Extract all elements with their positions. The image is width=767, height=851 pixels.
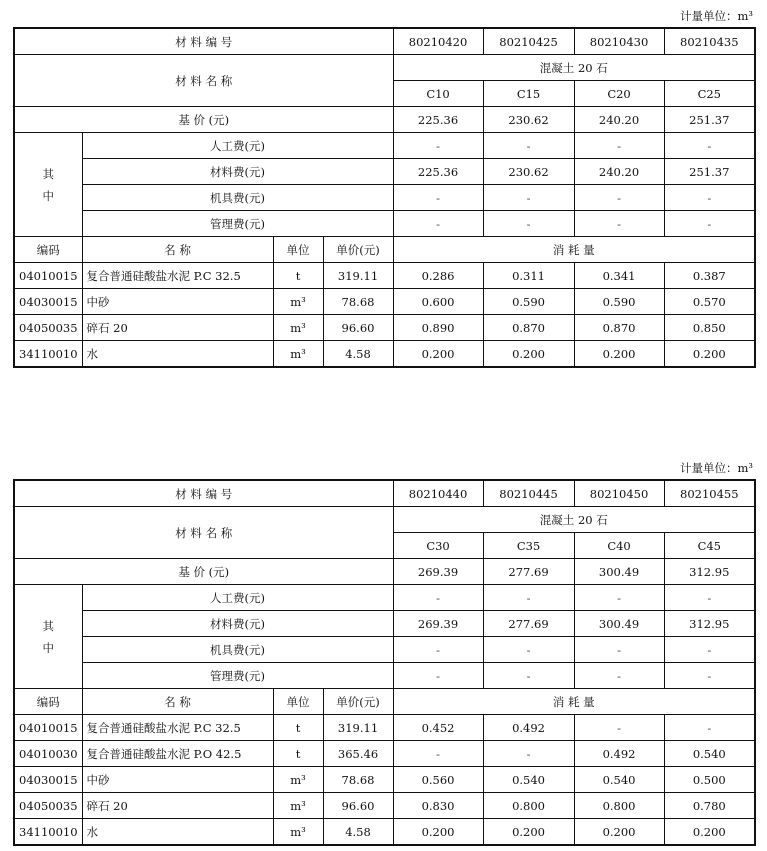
consumption-value: 0.800 xyxy=(574,793,664,819)
cost-label: 材料费(元) xyxy=(82,159,393,185)
consumption-value: 0.492 xyxy=(574,741,664,767)
consumption-value: 0.870 xyxy=(574,315,664,341)
table-row xyxy=(14,819,755,846)
column-header-unit: 单位 xyxy=(273,237,323,263)
cost-value: - xyxy=(664,585,755,611)
item-code: 04050035 xyxy=(14,315,82,341)
consumption-value: 0.830 xyxy=(393,793,483,819)
consumption-value: 0.286 xyxy=(393,263,483,289)
consumption-value: 0.540 xyxy=(483,767,574,793)
base-price: 240.20 xyxy=(574,107,664,133)
among-label-char: 中 xyxy=(42,188,54,203)
cost-label: 管理费(元) xyxy=(82,663,393,689)
material-code: 80210445 xyxy=(483,480,574,507)
cost-value: - xyxy=(574,133,664,159)
material-code-label: 材 料 编 号 xyxy=(14,480,393,507)
cost-value: 300.49 xyxy=(574,611,664,637)
consumption-value: 0.800 xyxy=(483,793,574,819)
consumption-value: 0.780 xyxy=(664,793,755,819)
cost-value: 312.95 xyxy=(664,611,755,637)
cost-value: - xyxy=(664,133,755,159)
consumption-value: - xyxy=(483,741,574,767)
table-row xyxy=(14,793,755,819)
item-name: 中砂 xyxy=(82,289,273,315)
consumption-value: 0.570 xyxy=(664,289,755,315)
consumption-value: 0.200 xyxy=(574,819,664,846)
item-price: 96.60 xyxy=(323,793,393,819)
item-unit: m³ xyxy=(273,341,323,368)
unit-note: 计量单位：m³ xyxy=(679,461,753,475)
item-price: 78.68 xyxy=(323,289,393,315)
cost-value: - xyxy=(393,637,483,663)
consumption-value: 0.890 xyxy=(393,315,483,341)
table-row xyxy=(14,341,755,368)
cost-value: - xyxy=(574,585,664,611)
cost-value: - xyxy=(664,637,755,663)
material-group: 混凝土 20 石 xyxy=(393,55,755,81)
cost-value: 251.37 xyxy=(664,159,755,185)
item-name: 复合普通硅酸盐水泥 P.C 32.5 xyxy=(82,263,273,289)
base-price: 225.36 xyxy=(393,107,483,133)
item-price: 96.60 xyxy=(323,315,393,341)
among-label-char: 其 xyxy=(42,618,54,633)
item-code: 34110010 xyxy=(14,341,82,368)
item-code: 04030015 xyxy=(14,767,82,793)
consumption-value: 0.540 xyxy=(574,767,664,793)
item-unit: m³ xyxy=(273,289,323,315)
base-price-label: 基 价 (元) xyxy=(14,107,393,133)
concrete-grade: C45 xyxy=(664,533,755,559)
unit-note: 计量单位：m³ xyxy=(679,9,753,23)
item-code: 04010015 xyxy=(14,263,82,289)
item-unit: m³ xyxy=(273,767,323,793)
cost-label: 人工费(元) xyxy=(82,133,393,159)
column-header-price: 单价(元) xyxy=(323,237,393,263)
consumption-value: 0.341 xyxy=(574,263,664,289)
quota-table xyxy=(13,479,756,846)
item-name: 中砂 xyxy=(82,767,273,793)
item-unit: m³ xyxy=(273,819,323,846)
item-unit: m³ xyxy=(273,793,323,819)
column-header-unit: 单位 xyxy=(273,689,323,715)
cost-value: - xyxy=(483,185,574,211)
material-code: 80210435 xyxy=(664,28,755,55)
material-group: 混凝土 20 石 xyxy=(393,507,755,533)
concrete-grade: C25 xyxy=(664,81,755,107)
cost-value: 240.20 xyxy=(574,159,664,185)
item-price: 4.58 xyxy=(323,341,393,368)
item-price: 4.58 xyxy=(323,819,393,846)
cost-label: 人工费(元) xyxy=(82,585,393,611)
item-unit: t xyxy=(273,741,323,767)
column-header-price: 单价(元) xyxy=(323,689,393,715)
item-unit: t xyxy=(273,715,323,741)
base-price: 251.37 xyxy=(664,107,755,133)
item-code: 04010030 xyxy=(14,741,82,767)
material-code-label: 材 料 编 号 xyxy=(14,28,393,55)
table-row xyxy=(14,289,755,315)
concrete-grade: C15 xyxy=(483,81,574,107)
cost-value: - xyxy=(393,133,483,159)
item-price: 78.68 xyxy=(323,767,393,793)
consumption-value: 0.200 xyxy=(574,341,664,368)
cost-value: 225.36 xyxy=(393,159,483,185)
cost-value: - xyxy=(483,211,574,237)
concrete-grade: C40 xyxy=(574,533,664,559)
cost-value: 269.39 xyxy=(393,611,483,637)
consumption-value: 0.870 xyxy=(483,315,574,341)
item-code: 04010015 xyxy=(14,715,82,741)
cost-value: - xyxy=(483,663,574,689)
consumption-value: - xyxy=(664,715,755,741)
base-price: 277.69 xyxy=(483,559,574,585)
item-name: 水 xyxy=(82,819,273,846)
cost-value: - xyxy=(574,637,664,663)
material-code: 80210420 xyxy=(393,28,483,55)
cost-value: - xyxy=(574,663,664,689)
cost-value: - xyxy=(393,185,483,211)
consumption-value: 0.311 xyxy=(483,263,574,289)
consumption-value: 0.492 xyxy=(483,715,574,741)
consumption-value: 0.540 xyxy=(664,741,755,767)
consumption-value: - xyxy=(574,715,664,741)
cost-value: - xyxy=(574,211,664,237)
item-name: 水 xyxy=(82,341,273,368)
column-header-code: 编码 xyxy=(14,237,82,263)
base-price: 230.62 xyxy=(483,107,574,133)
cost-value: - xyxy=(393,663,483,689)
consumption-value: 0.590 xyxy=(574,289,664,315)
consumption-value: 0.200 xyxy=(393,819,483,846)
material-name-label: 材 料 名 称 xyxy=(14,55,393,107)
cost-label: 管理费(元) xyxy=(82,211,393,237)
item-code: 04050035 xyxy=(14,793,82,819)
cost-value: - xyxy=(393,211,483,237)
cost-value: - xyxy=(574,185,664,211)
consumption-value: 0.600 xyxy=(393,289,483,315)
table-row xyxy=(14,767,755,793)
cost-value: 277.69 xyxy=(483,611,574,637)
concrete-grade: C35 xyxy=(483,533,574,559)
cost-label: 机具费(元) xyxy=(82,185,393,211)
column-header-consumption: 消 耗 量 xyxy=(393,237,755,263)
column-header-name: 名 称 xyxy=(82,237,273,263)
table-row xyxy=(14,715,755,741)
concrete-grade: C10 xyxy=(393,81,483,107)
among-label-char: 中 xyxy=(42,640,54,655)
consumption-value: 0.387 xyxy=(664,263,755,289)
item-price: 365.46 xyxy=(323,741,393,767)
consumption-value: 0.452 xyxy=(393,715,483,741)
base-price: 300.49 xyxy=(574,559,664,585)
cost-value: - xyxy=(483,637,574,663)
base-price: 312.95 xyxy=(664,559,755,585)
consumption-value: 0.200 xyxy=(664,341,755,368)
column-header-name: 名 称 xyxy=(82,689,273,715)
item-name: 碎石 20 xyxy=(82,315,273,341)
cost-label: 机具费(元) xyxy=(82,637,393,663)
table-row xyxy=(14,263,755,289)
cost-value: - xyxy=(664,185,755,211)
material-code: 80210455 xyxy=(664,480,755,507)
item-name: 复合普通硅酸盐水泥 P.C 32.5 xyxy=(82,715,273,741)
consumption-value: - xyxy=(393,741,483,767)
cost-value: - xyxy=(483,585,574,611)
item-price: 319.11 xyxy=(323,715,393,741)
among-label xyxy=(14,585,82,689)
base-price-label: 基 价 (元) xyxy=(14,559,393,585)
column-header-code: 编码 xyxy=(14,689,82,715)
table-row xyxy=(14,741,755,767)
column-header-consumption: 消 耗 量 xyxy=(393,689,755,715)
among-label-char: 其 xyxy=(42,166,54,181)
quota-table xyxy=(13,27,756,368)
consumption-value: 0.200 xyxy=(483,819,574,846)
cost-label: 材料费(元) xyxy=(82,611,393,637)
item-code: 34110010 xyxy=(14,819,82,846)
material-name-label: 材 料 名 称 xyxy=(14,507,393,559)
consumption-value: 0.560 xyxy=(393,767,483,793)
cost-value: - xyxy=(664,663,755,689)
item-price: 319.11 xyxy=(323,263,393,289)
concrete-grade: C30 xyxy=(393,533,483,559)
material-code: 80210450 xyxy=(574,480,664,507)
consumption-value: 0.500 xyxy=(664,767,755,793)
among-label xyxy=(14,133,82,237)
cost-value: - xyxy=(483,133,574,159)
material-code: 80210440 xyxy=(393,480,483,507)
consumption-value: 0.590 xyxy=(483,289,574,315)
consumption-value: 0.200 xyxy=(664,819,755,846)
item-name: 复合普通硅酸盐水泥 P.O 42.5 xyxy=(82,741,273,767)
item-name: 碎石 20 xyxy=(82,793,273,819)
cost-value: 230.62 xyxy=(483,159,574,185)
consumption-value: 0.850 xyxy=(664,315,755,341)
concrete-grade: C20 xyxy=(574,81,664,107)
material-code: 80210430 xyxy=(574,28,664,55)
cost-value: - xyxy=(393,585,483,611)
material-code: 80210425 xyxy=(483,28,574,55)
table-row xyxy=(14,315,755,341)
consumption-value: 0.200 xyxy=(483,341,574,368)
consumption-value: 0.200 xyxy=(393,341,483,368)
cost-value: - xyxy=(664,211,755,237)
item-unit: m³ xyxy=(273,315,323,341)
base-price: 269.39 xyxy=(393,559,483,585)
item-unit: t xyxy=(273,263,323,289)
item-code: 04030015 xyxy=(14,289,82,315)
